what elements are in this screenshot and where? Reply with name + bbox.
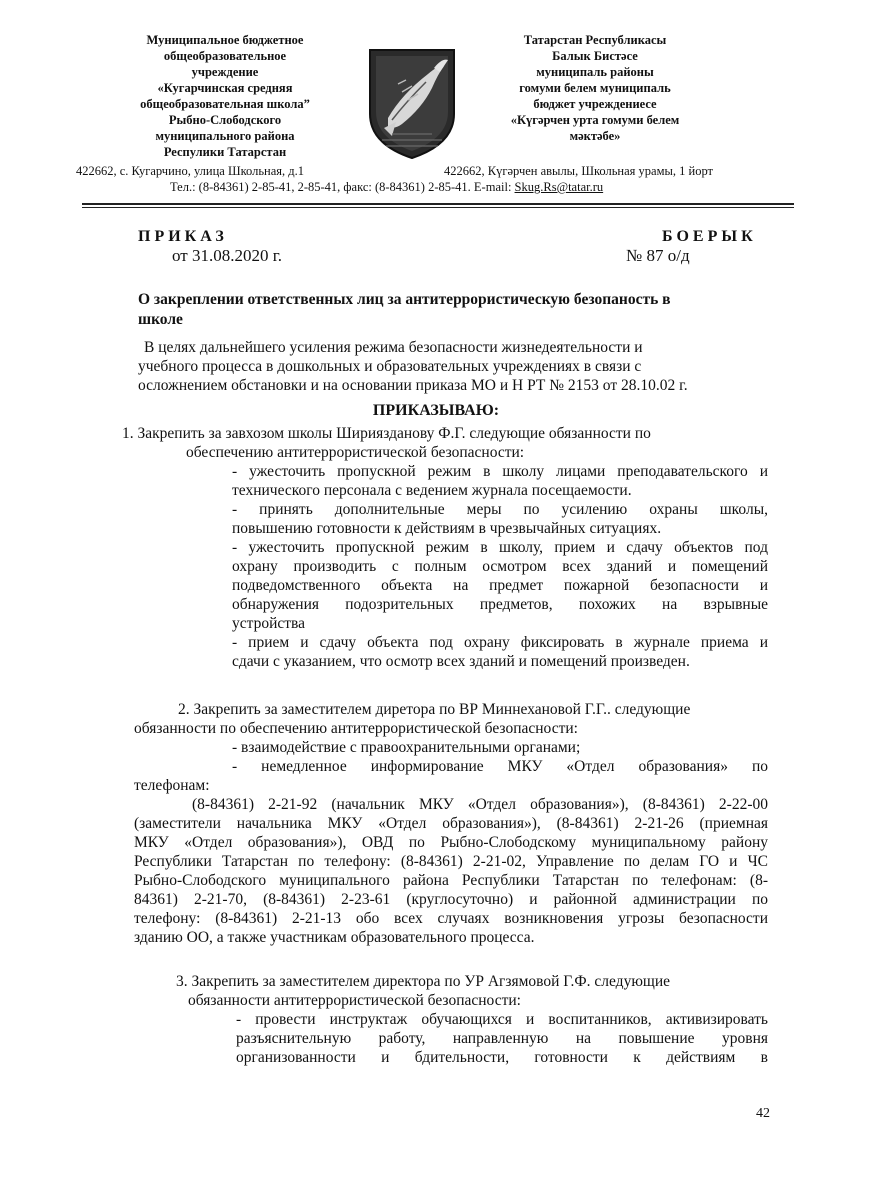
header-divider — [82, 203, 794, 205]
item-2-phones: (8-84361) 2-21-92 (начальник МКУ «Отдел образования»), (8-84361) 2-22-00 (заместители начальника МКУ «Отдел образования»), (8-84361) 2-21-26 (приемная МКУ «Отдел образования»), ОВД по Рыбно-Слободскому муниципальному району Республики Татарстан по телефону: (8-84361) 2-21-02, Управление по делам ГО и ЧС Рыбно-Слободского муниципального района Республики Татарстан по телефонам: (8- 84361) 2-21-70, (8-84361) 2-23-61 (круглосуточно) и районной администрации по телефону: (8-84361) 2-21-13 обо всех случаях возникновения угрозы безопасности зданию ОО, а также участникам образовательного процесса. — [134, 796, 768, 946]
contacts-line — [170, 180, 603, 195]
fish-shield-icon — [362, 44, 462, 162]
order-title-tatar: БОЕРЫК — [662, 228, 757, 245]
order-subject: О закреплении ответственных лиц за антитеррористическую безопаность в школе — [138, 291, 671, 328]
item-1: 1. Закрепить за завхозом школы Шириязданову Ф.Г. следующие обязанности по обеспечению антитеррористической безопасности: — [122, 425, 651, 461]
address-tatar: 422662, Күгәрчен авылы, Школьная урамы, 1 йорт — [444, 164, 713, 178]
org-name-russian: Муниципальное бюджетное общеобразовательное учреждение «Кугарчинская средняя общеобразовательная школа” Рыбно-Слободского муниципального района Респулики Татарстан — [140, 33, 310, 159]
org-name-tatar: Татарстан Республикасы Балык Бистәсе муниципаль районы гомуми белем муниципаль бюджет учреждениесе «Күгәрчен урта гомуми белем мәктәбе» — [510, 33, 680, 143]
item-2-bullet-2: - немедленное информирование МКУ «Отдел образования» по телефонам: — [134, 758, 768, 794]
address-russian: 422662, с. Кугарчино, улица Школьная, д.1 — [76, 164, 305, 178]
item-3: 3. Закрепить за заместителем директора по УР Агзямовой Г.Ф. следующие обязанности антитеррористической безопасности: — [176, 973, 671, 1009]
item-2-bullet-1: - взаимодействие с правоохранительными органами; — [232, 739, 581, 756]
contacts-text: Тел.: (8-84361) 2-85-41, 2-85-41, факс: (8-84361) 2-85-41. E-mail: — [170, 180, 515, 194]
order-title-russian: ПРИКАЗ — [138, 228, 228, 245]
item-1-bullets: - ужесточить пропускной режим в школу лицами преподавательского и технического персонала с ведением журнала посещаемости. - принять дополнительные меры по усилению охраны школы, повышению готовности к действиям в чрезвычайных ситуациях. - ужесточить пропускной режим в школу, прием и сдачу объектов под охрану производить с полным осмотром всех зданий и помещений подведомственного объекта на предмет пожарной безопасности и обнаружения подозрительных предметов, похожих на взрывные устройства - прием и сдачу объекта под охрану фиксировать в журнале приема и сдачи с указанием, что осмотр всех зданий и помещений произведен. — [232, 463, 768, 670]
order-number: № 87 о/д — [626, 246, 690, 265]
email-link[interactable]: Skug.Rs@tatar.ru — [514, 180, 604, 194]
order-date: от 31.08.2020 г. — [172, 246, 283, 265]
item-2: 2. Закрепить за заместителем диретора по ВР Миннехановой Г.Г.. следующие обязанности по обеспечению антитеррористической безопасности: — [134, 701, 691, 737]
preamble: В целях дальнейшего усиления режима безопасности жизнедеятельности и учебного процесса в дошкольных и образовательных учреждениях в связи с осложнением обстановки и на основании приказа МО и Н РТ № 2153 от 28.10.02 г. — [138, 339, 688, 394]
page-number: 42 — [756, 1106, 770, 1121]
coat-of-arms-emblem — [362, 44, 462, 162]
header-divider-thin — [82, 207, 794, 208]
item-3-bullets: - провести инструктаж обучающихся и воспитанников, активизировать разъяснительную работу, направленную на повышение уровня организованности и бдительности, готовности к действиям в — [236, 1011, 768, 1066]
order-word: ПРИКАЗЫВАЮ: — [372, 402, 500, 419]
